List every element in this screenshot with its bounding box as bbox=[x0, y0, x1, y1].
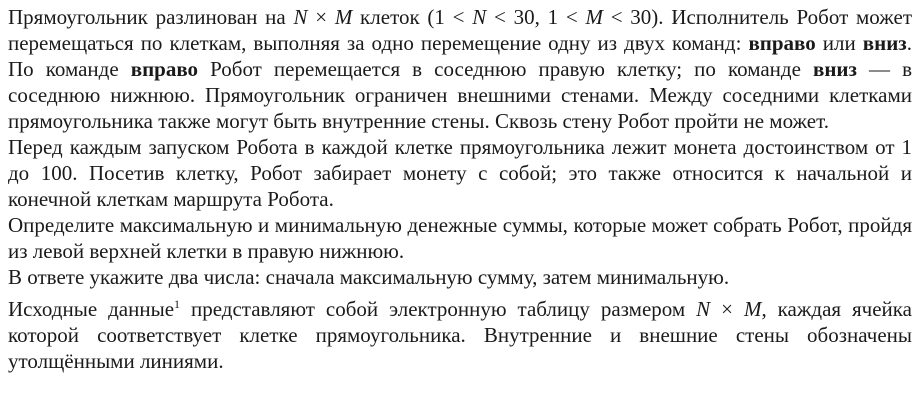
paragraph-input-data bbox=[8, 296, 912, 374]
text-fragment: — в соседнюю нижнюю. Прямоугольник ограничен внешними стенами. Между соседними клетками прямоугольника также могут быть внутренние стены. Сквозь стену Робот пройти не может. bbox=[8, 57, 912, 133]
variable-n: N bbox=[293, 5, 308, 29]
text-fragment: < 30, 1 < bbox=[486, 5, 586, 29]
variable-n: N bbox=[472, 5, 487, 29]
text-fragment: клеток (1 < bbox=[352, 5, 473, 29]
text-fragment: , каждая ячейка которой соответствует клетке прямоугольника. Внутренние и внешние стены обозначены утолщёнными линиями. bbox=[8, 297, 912, 373]
text-fragment: или bbox=[815, 31, 863, 55]
text-fragment: × bbox=[307, 5, 335, 29]
text-fragment: Робот перемещается в соседнюю правую клетку; по команде bbox=[198, 57, 813, 81]
text-fragment: . По команде bbox=[8, 31, 912, 81]
paragraph-robot-description bbox=[8, 4, 912, 134]
footnote-marker: 1 bbox=[174, 297, 181, 311]
text-fragment: представляют собой электронную таблицу размером bbox=[180, 297, 697, 321]
command-down: вниз bbox=[812, 57, 857, 81]
paragraph-task: Определите максимальную и минимальную денежные суммы, которые может собрать Робот, пройдя из левой верхней клетки в правую нижнюю. bbox=[8, 213, 912, 263]
command-right: вправо bbox=[130, 57, 199, 81]
text-fragment: Исходные данные bbox=[8, 297, 175, 321]
text-fragment: < 30). Исполнитель Робот может перемещаться по клеткам, выполняя за одно перемещение одну из двух команд: bbox=[8, 5, 912, 55]
text-fragment: Прямоугольник разлинован на bbox=[8, 5, 294, 29]
variable-n: N bbox=[696, 297, 711, 321]
variable-m: M bbox=[743, 297, 762, 321]
paragraph-answer-format: В ответе укажите два числа: сначала максимальную сумму, затем минимальную. bbox=[8, 265, 730, 289]
command-down: вниз bbox=[862, 31, 907, 55]
paragraph-coins: Перед каждым запуском Робота в каждой клетке прямоугольника лежит монета достоинством от 1 до 100. Посетив клетку, Робот забирает монету с собой; это также относится к начальной и конечной клеткам маршрута Робота. bbox=[8, 135, 912, 211]
text-fragment: × bbox=[710, 297, 744, 321]
variable-m: M bbox=[334, 5, 353, 29]
command-right: вправо bbox=[748, 31, 816, 55]
variable-m: M bbox=[585, 5, 603, 29]
